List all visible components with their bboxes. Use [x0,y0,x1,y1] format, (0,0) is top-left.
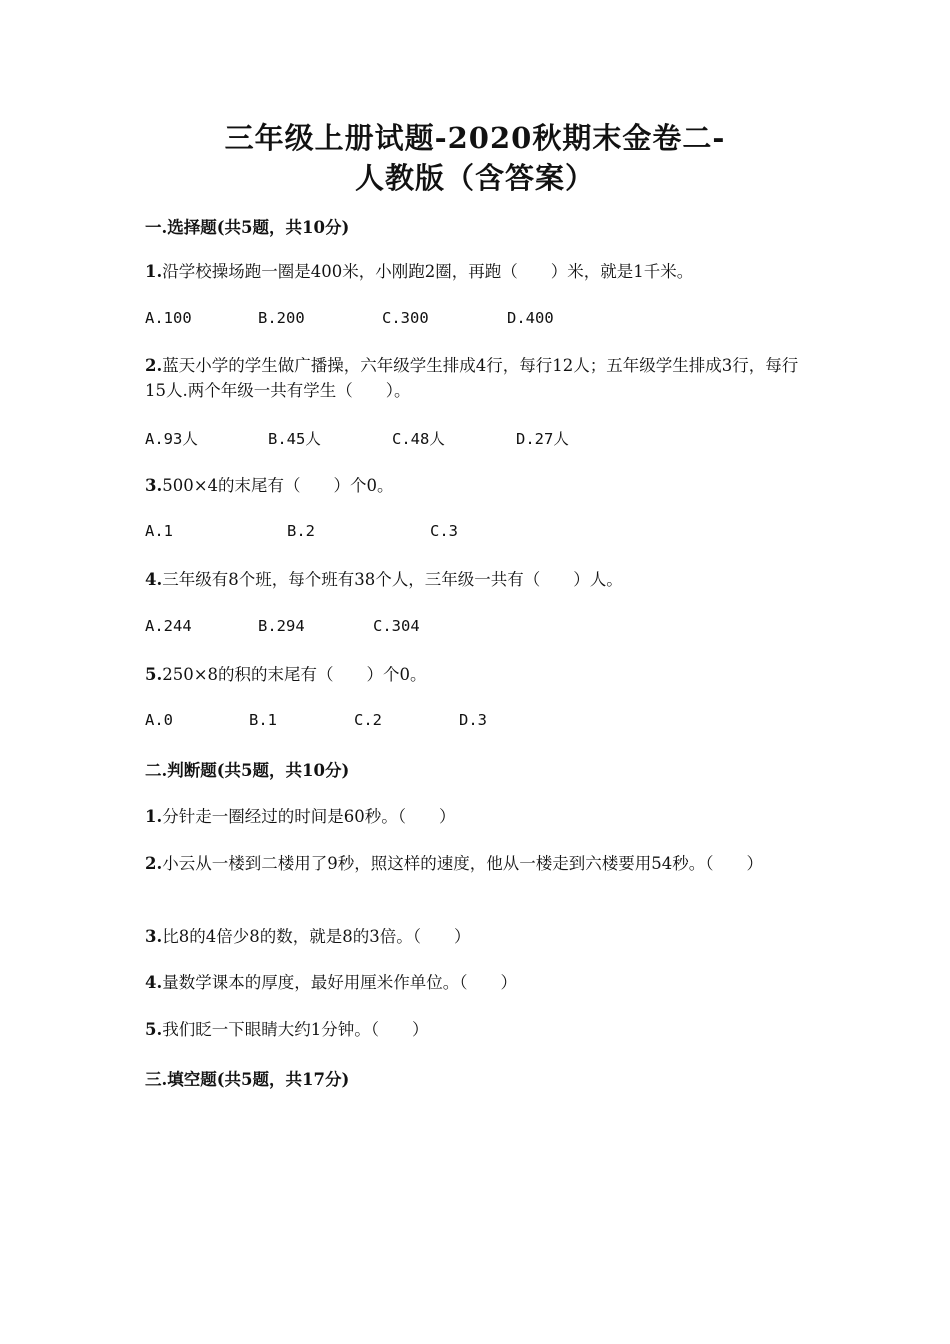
option-d: D.3 [459,711,487,729]
option-d: D.400 [507,309,554,327]
question-text: 量数学课本的厚度，最好用厘米作单位。（ ） [162,973,517,992]
section-heading-fill-blank: 三.填空题(共5题，共17分) [145,1070,350,1089]
option-b: B.294 [258,617,305,635]
exam-title-line-2: 人教版（含答案） [354,161,595,195]
question-choice-2 [145,353,815,403]
question-choice-4 [145,567,815,592]
option-d: D.27人 [516,430,569,448]
question-choice-5 [145,662,815,687]
question-text: 250×8的积的末尾有（ ）个0。 [162,665,427,684]
option-b: B.45人 [268,430,321,448]
section-heading-choice: 一.选择题(共5题，共10分) [145,218,350,237]
question-number: 3. [145,927,163,946]
question-number: 4. [145,973,163,992]
exam-title-line-1: 三年级上册试题-2020秋期末金卷二- [224,121,726,155]
question-text: 沿学校操场跑一圈是400米，小刚跑2圈，再跑（ ）米，就是1千米。 [162,262,694,281]
question-choice-3 [145,473,815,498]
option-a: A.1 [145,522,173,540]
options-choice-1 [145,309,845,331]
option-a: A.244 [145,617,192,635]
option-b: B.200 [258,309,305,327]
section-heading-true-false: 二.判断题(共5题，共10分) [145,761,350,780]
question-choice-1 [145,259,815,284]
options-choice-5 [145,711,845,733]
question-number: 2. [145,854,163,873]
option-c: C.3 [430,522,458,540]
option-b: B.1 [249,711,277,729]
question-text: 500×4的末尾有（ ）个0。 [162,476,394,495]
question-number: 2. [145,356,163,375]
question-text: 小云从一楼到二楼用了9秒，照这样的速度，他从一楼走到六楼要用54秒。（ ） [162,854,763,873]
question-tf-3 [145,924,815,949]
options-choice-3 [145,522,845,544]
question-text: 三年级有8个班，每个班有38个人，三年级一共有（ ）人。 [162,570,623,589]
option-c: C.300 [382,309,429,327]
question-text: 分针走一圈经过的时间是60秒。（ ） [162,807,456,826]
question-number: 5. [145,1020,163,1039]
option-b: B.2 [287,522,315,540]
question-number: 1. [145,807,163,826]
options-choice-2 [145,427,845,449]
question-tf-5 [145,1017,815,1042]
question-text: 我们眨一下眼睛大约1分钟。（ ） [162,1020,429,1039]
question-number: 3. [145,476,163,495]
options-choice-4 [145,617,845,639]
question-tf-4 [145,970,815,995]
question-number: 1. [145,262,163,281]
question-text: 蓝天小学的学生做广播操，六年级学生排成4行，每行12人；五年级学生排成3行，每行15人.两个年级一共有学生（ ）。 [145,356,799,400]
question-tf-2 [145,851,815,876]
question-tf-1 [145,804,815,829]
option-a: A.0 [145,711,173,729]
option-c: C.2 [354,711,382,729]
question-number: 4. [145,570,163,589]
option-c: C.48人 [392,430,445,448]
option-a: A.100 [145,309,192,327]
question-number: 5. [145,665,163,684]
question-text: 比8的4倍少8的数，就是8的3倍。（ ） [162,927,471,946]
option-a: A.93人 [145,430,198,448]
option-c: C.304 [373,617,420,635]
